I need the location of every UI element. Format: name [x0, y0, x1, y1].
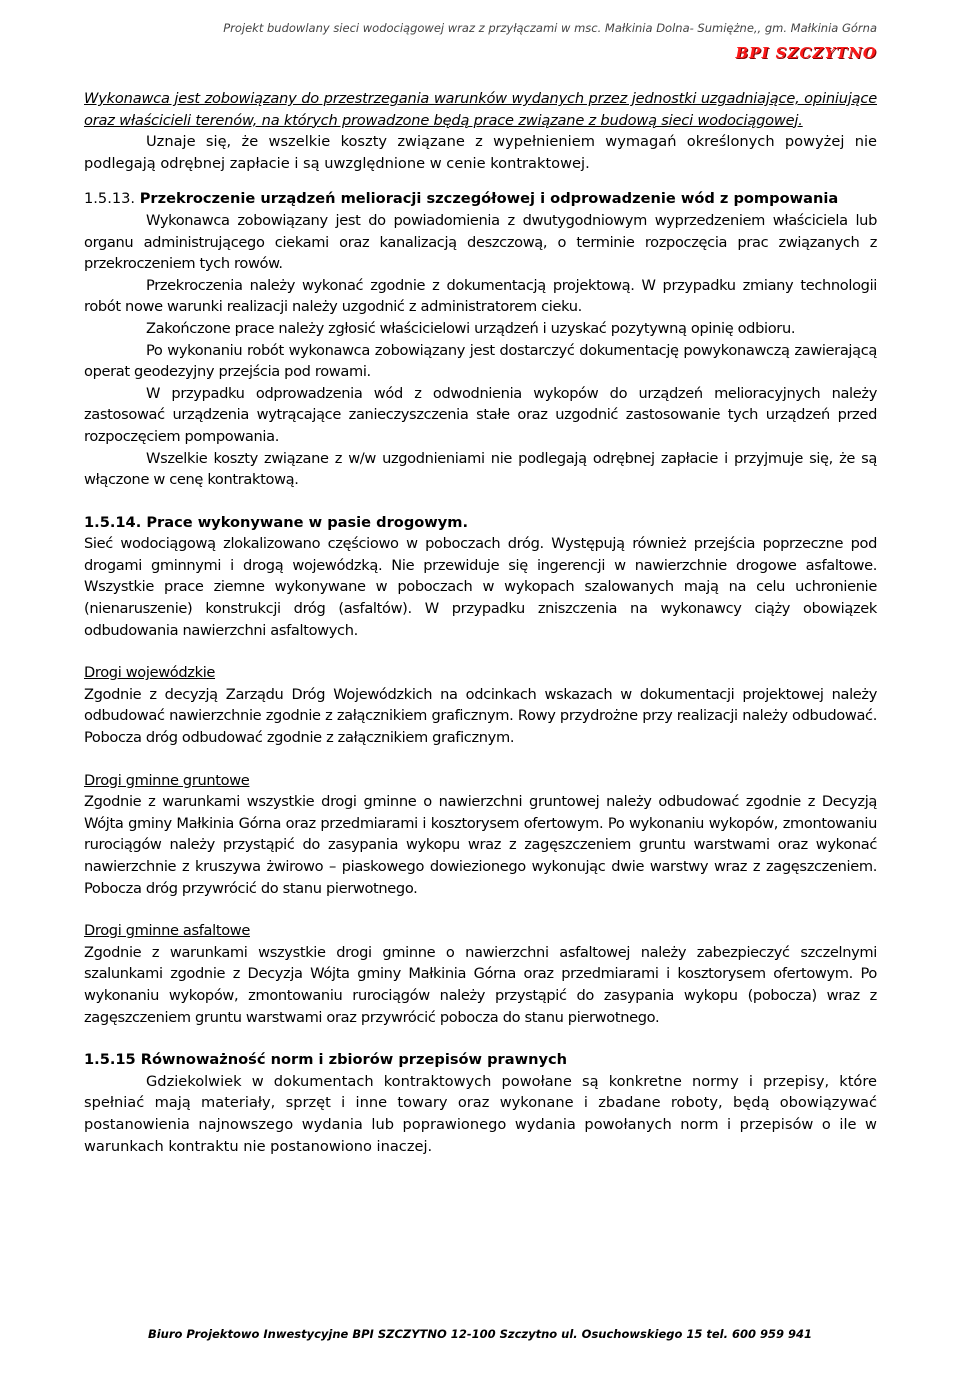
section-1-5-14-heading: 1.5.14. Prace wykonywane w pasie drogowym.	[84, 513, 469, 531]
header-project-line: Projekt budowlany sieci wodociągowej wraz z przyłączami w msc. Małkinia Dolna- Sumiężne,, gm. Małkinia Górna	[223, 21, 877, 35]
paragraph: Zgodnie z warunkami wszystkie drogi gminne o nawierzchni gruntowej należy odbudować zgodnie z Decyzją Wójta gminy Małkinia Górna oraz przedmiarami i kosztorysem ofertowym. Po wykonaniu wykopów, zmontowaniu rurociągów należy przystąpić do zasypania wykopu wraz z zagęszczeniem gruntu warstwami oraz wykonać nawierzchnie z kruszywa żwirowo – piaskowego dowiezionego wykonując dwie warstwy wraz z zagęszczeniem. Pobocza dróg przywrócić do stanu pierwotnego.	[84, 793, 877, 897]
paragraph: W przypadku odprowadzenia wód z odwodnienia wykopów do urządzeń melioracyjnych należy zastosować urządzenia wytrącające zanieczyszczenia stałe oraz uzgodnić zastosowanie tych urządzeń przed rozpoczęciem pompowania.	[84, 384, 877, 445]
paragraph-obligations: Wykonawca jest zobowiązany do przestrzegania warunków wydanych przez jednostki uzgadniające, opiniujące oraz właścicieli terenów, na których prowadzone będą prace związane z budową sieci wodociągowej.	[84, 90, 877, 129]
section-1-5-15-heading: 1.5.15 Równoważność norm i zbiorów przepisów prawnych	[84, 1051, 568, 1069]
footer-address: Biuro Projektowo Inwestycyjne BPI SZCZYTNO 12-100 Szczytno ul. Osuchowskiego 15 tel. 600 959 941	[147, 1327, 813, 1341]
paragraph: Wykonawca zobowiązany jest do powiadomienia z dwutygodniowym wyprzedzeniem właściciela lub organu administrującego ciekami oraz kanalizacją deszczową, o terminie rozpoczęcia prac związanych z przekroczeniem tych rowów.	[84, 211, 877, 273]
paragraph: Wszelkie koszty związane z w/w uzgodnieniami nie podlegają odrębnej zapłacie i przyjmuje się, że są włączone w cenę kontraktową.	[84, 449, 877, 489]
paragraph: Zakończone prace należy zgłosić właścicielowi urządzeń i uzyskać pozytywną opinię odbioru.	[146, 319, 796, 337]
company-logo: BPI SZCZYTNO	[735, 44, 877, 62]
paragraph: Gdziekolwiek w dokumentach kontraktowych powołane są konkretne normy i przepisy, które spełniać mają materiały, sprzęt i inne towary oraz wykonane i zbadane roboty, będą obowiązywać postanowienia najnowszego wydania lub poprawionego wydania powołanych norm i przepisów o ile w warunkach kontraktu nie postanowiono inaczej.	[84, 1072, 877, 1155]
paragraph: Sieć wodociągową zlokalizowano częściowo w poboczach dróg. Występują również przejścia poprzeczne pod drogami gminnymi i drogą wojewódzką. Nie przewiduje się ingerencji w nawierzchnie drogowe asfaltowe. Wszystkie prace ziemne wykonywane w poboczach w wykopach szalowanych mają na celu uchronienie (nienaruszenie) konstrukcji dróg (asfaltów). W przypadku zniszczenia na wykonawcy ciąży obowiązek odbudowania nawierzchni asfaltowych.	[84, 535, 877, 639]
subheading-asphalt-roads: Drogi gminne asfaltowe	[84, 922, 250, 940]
paragraph: Zgodnie z decyzją Zarządu Dróg Wojewódzkich na odcinkach wskazach w dokumentacji projektowej należy odbudować nawierzchnie zgodnie z załącznikiem graficznym. Rowy przydrożne przy realizacji należy odbudować. Pobocza dróg odbudować zgodnie z załącznikiem graficznym.	[84, 685, 877, 747]
paragraph: Po wykonaniu robót wykonawca zobowiązany jest dostarczyć dokumentację powykonawczą zawierającą operat geodezyjny przejścia pod rowami.	[84, 341, 877, 381]
paragraph: Zgodnie z warunkami wszystkie drogi gminne o nawierzchni asfaltowej należy zabezpieczyć szczelnymi szalunkami zgodnie z Decyzja Wójta gminy Małkinia Górna oraz przedmiarami i kosztorysem ofertowym. Po wykonaniu wykopów, zmontowaniu rurociągów należy przystąpić do zasypania wykopu (pobocza) wraz z zagęszczeniem gruntu warstwami oraz przywrócić pobocza do stanu pierwotnego.	[84, 943, 877, 1026]
section-number: 1.5.13.	[84, 190, 136, 208]
section-1-5-13-heading	[84, 188, 877, 210]
paragraph-costs: Uznaje się, że wszelkie koszty związane z wypełnieniem wymagań określonych powyżej nie podlegają odrębnej zapłacie i są uwzględnione w cenie kontraktowej.	[84, 133, 877, 172]
document-body	[84, 88, 877, 1157]
subheading-voivodeship-roads: Drogi wojewódzkie	[84, 664, 216, 682]
subheading-dirt-roads: Drogi gminne gruntowe	[84, 771, 250, 789]
section-title: Przekroczenie urządzeń melioracji szczegółowej i odprowadzenie wód z pompowania	[139, 190, 839, 208]
paragraph: Przekroczenia należy wykonać zgodnie z dokumentacją projektową. W przypadku zmiany technologii robót nowe warunki realizacji należy uzgodnić z administratorem cieku.	[84, 276, 877, 316]
